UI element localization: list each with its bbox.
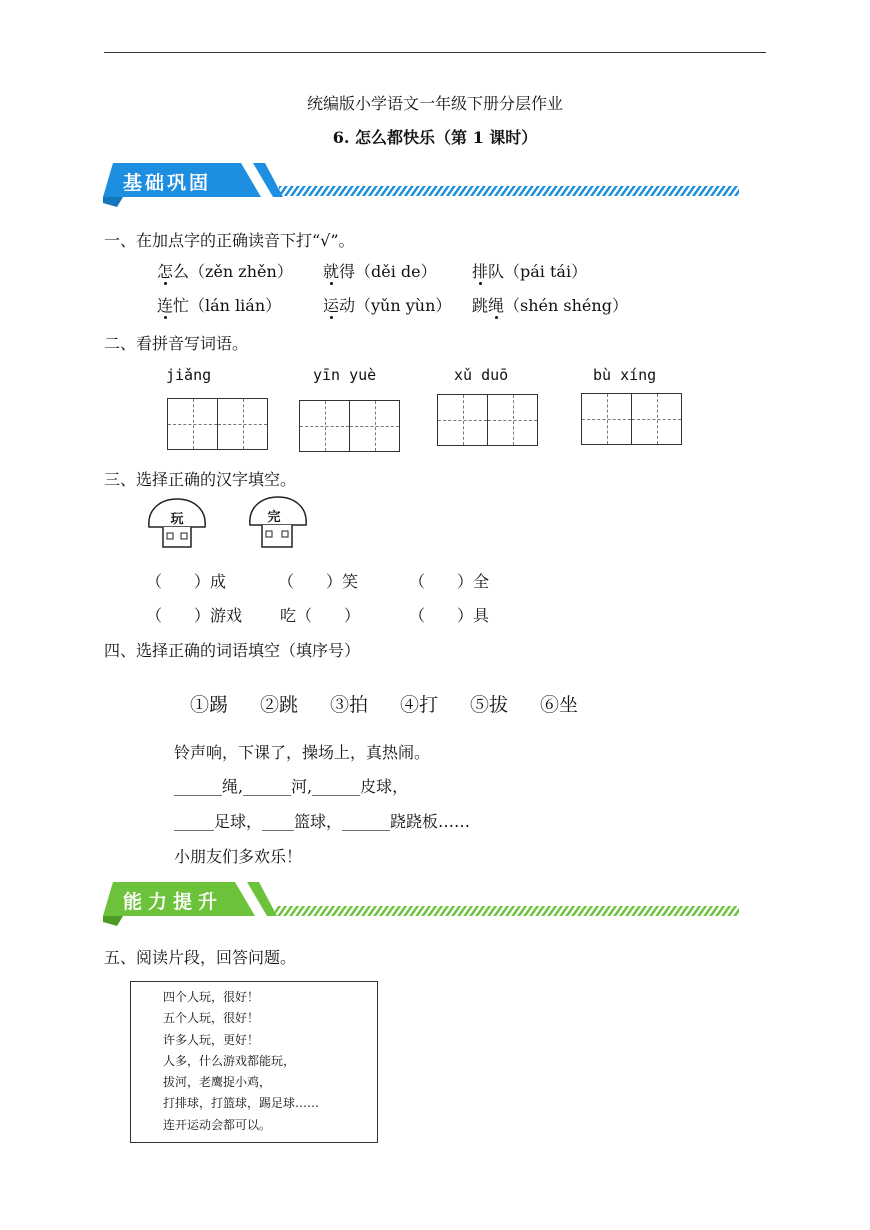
option-item: ③拍 — [330, 694, 369, 716]
banner-basic-label: 基础巩固 — [123, 172, 212, 194]
passage-line: 四个人玩，很好！ — [163, 990, 260, 1004]
q4-heading: 四、选择正确的词语填空（填序号） — [104, 641, 361, 660]
mushroom-char: 玩 — [170, 512, 184, 527]
mushroom-char: 完 — [267, 510, 281, 525]
poem-line: 铃声响，下课了，操场上，真热闹。 — [174, 743, 431, 762]
fill-blank[interactable]: （ ）全 — [409, 572, 490, 591]
passage-line: 五个人玩，很好！ — [163, 1011, 260, 1026]
mushroom-card-wan — [143, 493, 211, 553]
option-item: ⑥坐 — [540, 694, 579, 716]
pinyin-label: bù xíng — [593, 366, 657, 384]
writing-grid[interactable] — [581, 393, 682, 445]
passage-line: 打排球，打篮球，踢足球…… — [163, 1096, 320, 1111]
poem-line-blanks[interactable]: _____足球，____篮球，______跷跷板…… — [174, 812, 471, 831]
writing-grid[interactable] — [299, 400, 400, 452]
passage-line: 拔河，老鹰捉小鸡， — [163, 1075, 272, 1090]
option-item: ④打 — [400, 694, 439, 716]
q1-item: 排队（pái tái） — [472, 262, 588, 281]
option-item: ①踢 — [190, 694, 229, 716]
poem-line-blanks[interactable]: ______绳,______河,______皮球， — [174, 777, 409, 796]
banner-ability-label: 能力提升 — [123, 891, 224, 913]
section-banner-basic — [103, 163, 743, 209]
writing-grid[interactable] — [437, 394, 538, 446]
q1-heading: 一、在加点字的正确读音下打“√”。 — [104, 231, 355, 250]
section-banner-ability — [103, 882, 743, 928]
writing-grid[interactable] — [167, 398, 268, 450]
q3-heading: 三、选择正确的汉字填空。 — [104, 470, 297, 489]
passage-line: 连开运动会都可以。 — [163, 1117, 272, 1132]
option-list — [190, 690, 590, 717]
lesson-title: 6. 怎么都快乐（第 1 课时） — [332, 128, 538, 147]
header-rule — [104, 52, 766, 53]
passage-line: 许多人玩，更好！ — [163, 1032, 260, 1047]
q1-item: 跳绳（shén shéng） — [472, 296, 628, 315]
q5-heading: 五、阅读片段，回答问题。 — [104, 948, 297, 967]
page-title: 统编版小学语文一年级下册分层作业 — [306, 94, 563, 113]
poem-line: 小朋友们多欢乐！ — [174, 847, 303, 866]
fill-blank[interactable]: 吃（ ） — [280, 606, 361, 625]
q1-item: 运动（yǔn yùn） — [323, 296, 452, 315]
reading-passage — [130, 981, 378, 1143]
q1-item: 就得（děi de） — [323, 262, 437, 281]
option-item: ②跳 — [260, 694, 299, 716]
q1-item: 怎么（zěn zhěn） — [157, 262, 293, 281]
fill-blank[interactable]: （ ）具 — [409, 606, 490, 625]
option-item: ⑤拔 — [470, 694, 509, 716]
q1-item: 连忙（lán lián） — [157, 296, 282, 315]
q2-heading: 二、看拼音写词语。 — [104, 334, 249, 353]
passage-line: 人多，什么游戏都能玩， — [163, 1053, 296, 1068]
pinyin-label: xǔ duō — [454, 366, 509, 384]
fill-blank[interactable]: （ ）成 — [146, 572, 227, 591]
pinyin-label: yīn yuè — [313, 366, 377, 384]
fill-blank[interactable]: （ ）游戏 — [146, 606, 243, 625]
pinyin-label: jiǎng — [166, 366, 212, 384]
mushroom-card-wan2 — [242, 493, 312, 553]
fill-blank[interactable]: （ ）笑 — [278, 572, 359, 591]
